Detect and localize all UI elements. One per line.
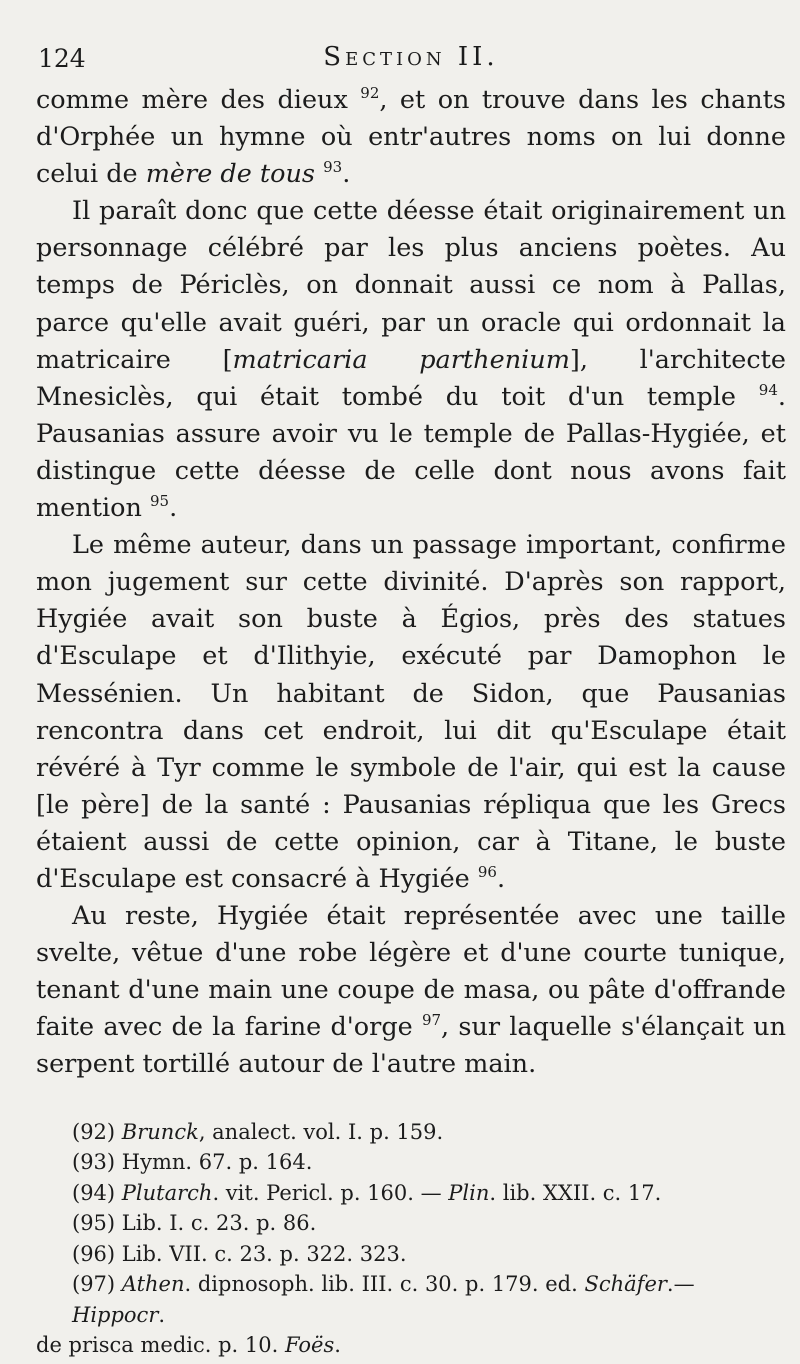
footnote-ref: 93	[323, 158, 343, 177]
footnote	[72, 1269, 786, 1330]
italic-text: Foës	[284, 1333, 335, 1358]
text-run: . lib. XXII. c. 17.	[489, 1180, 662, 1205]
italic-text: mère de tous	[145, 159, 316, 190]
page-number: 124	[38, 44, 86, 73]
text-run: (93) Hymn. 67. p. 164.	[72, 1150, 313, 1175]
paragraph	[36, 82, 786, 193]
body-text	[36, 82, 786, 1084]
footnote-ref: 92	[360, 84, 380, 102]
running-head	[36, 38, 786, 78]
text-run: .	[169, 493, 178, 524]
footnote-ref: 95	[149, 492, 170, 511]
italic-text: Hippocr	[72, 1302, 159, 1327]
text-run: .	[158, 1302, 166, 1327]
text-run: (94)	[72, 1180, 122, 1205]
text-run: . dipnosoph. lib. III. c. 30. p. 179. ed.	[184, 1272, 585, 1297]
text-run	[315, 159, 323, 189]
footnote-ref: 94	[758, 380, 778, 399]
text-run: . vit. Pericl. p. 160. —	[212, 1180, 449, 1205]
italic-text: Plutarch	[121, 1180, 213, 1205]
text-run: , analect. vol. I. p. 159.	[198, 1119, 444, 1144]
italic-text: Schäfer	[584, 1272, 667, 1297]
text-run: comme mère des dieux	[36, 85, 361, 115]
italic-text: Brunck	[121, 1119, 199, 1144]
text-run: , et on trouve dans les chants d'Orphée un hymne où entr'autres noms on lui donne celui de	[36, 85, 786, 190]
footnote-ref: 97	[421, 1011, 442, 1030]
text-run: (92)	[72, 1119, 122, 1144]
text-run: .—	[666, 1272, 695, 1297]
section-title: Section II.	[323, 42, 499, 72]
footnote-continuation	[36, 1330, 786, 1361]
footnote-ref: 96	[477, 862, 497, 881]
italic-text: Athen	[121, 1272, 185, 1297]
footnote	[72, 1117, 786, 1148]
footnote	[72, 1178, 786, 1209]
paragraph	[36, 193, 786, 527]
footnote	[72, 1147, 786, 1178]
italic-text: Plin	[448, 1180, 490, 1205]
paragraph	[36, 527, 786, 898]
text-run: ], l'architecte Mnesiclès, qui était tombé du toit d'un temple	[36, 344, 786, 412]
text-run: .	[334, 1333, 341, 1358]
text-run: (97)	[72, 1272, 122, 1297]
paragraph	[36, 898, 786, 1083]
text-run: (95) Lib. I. c. 23. p. 86.	[72, 1211, 317, 1236]
footnote	[72, 1208, 786, 1239]
text-run: Il paraît donc que cette déesse était originairement un personnage célébré par les plus anciens poètes. Au temps de Périclès, on donnait aussi ce nom à Pallas, parce qu'elle avait guéri, par un oracle qui ordonnait la matricaire [	[36, 196, 786, 375]
text-run: . Pausanias assure avoir vu le temple de Pallas-Hygiée, et distingue cette déesse de celle dont nous avons fait mention	[36, 381, 786, 524]
text-run: (96) Lib. VII. c. 23. p. 322. 323.	[72, 1241, 407, 1266]
text-run: Le même auteur, dans un passage important, confirme mon jugement sur cette divinité. D'après son rapport, Hygiée avait son buste à Égios, près des statues d'Esculape et d'Ilithyie, exécuté par Damophon le Messénien. Un habitant de Sidon, que Pausanias rencontra dans cet endroit, lui dit qu'Esculape était révéré à Tyr comme le symbole de l'air, qui est la cause [le père] de la santé : Pausanias répliqua que les Grecs étaient aussi de cette opinion, car à Titane, le buste d'Esculape est consacré à Hygiée	[36, 530, 786, 894]
footnote	[72, 1239, 786, 1270]
text-run: , sur laquelle s'élançait un serpent tortillé autour de l'autre main.	[36, 1012, 786, 1080]
text-run: .	[496, 863, 506, 894]
text-run: de prisca medic. p. 10.	[36, 1333, 285, 1358]
italic-text: matricaria parthenium	[232, 344, 570, 375]
text-run: .	[342, 159, 351, 190]
text-run: Au reste, Hygiée était représentée avec une taille svelte, vêtue d'une robe légère et d'une courte tunique, tenant d'une main une coupe de masa, ou pâte d'offrande faite avec de la farine d'orge	[36, 901, 786, 1043]
footnotes	[36, 1117, 786, 1361]
